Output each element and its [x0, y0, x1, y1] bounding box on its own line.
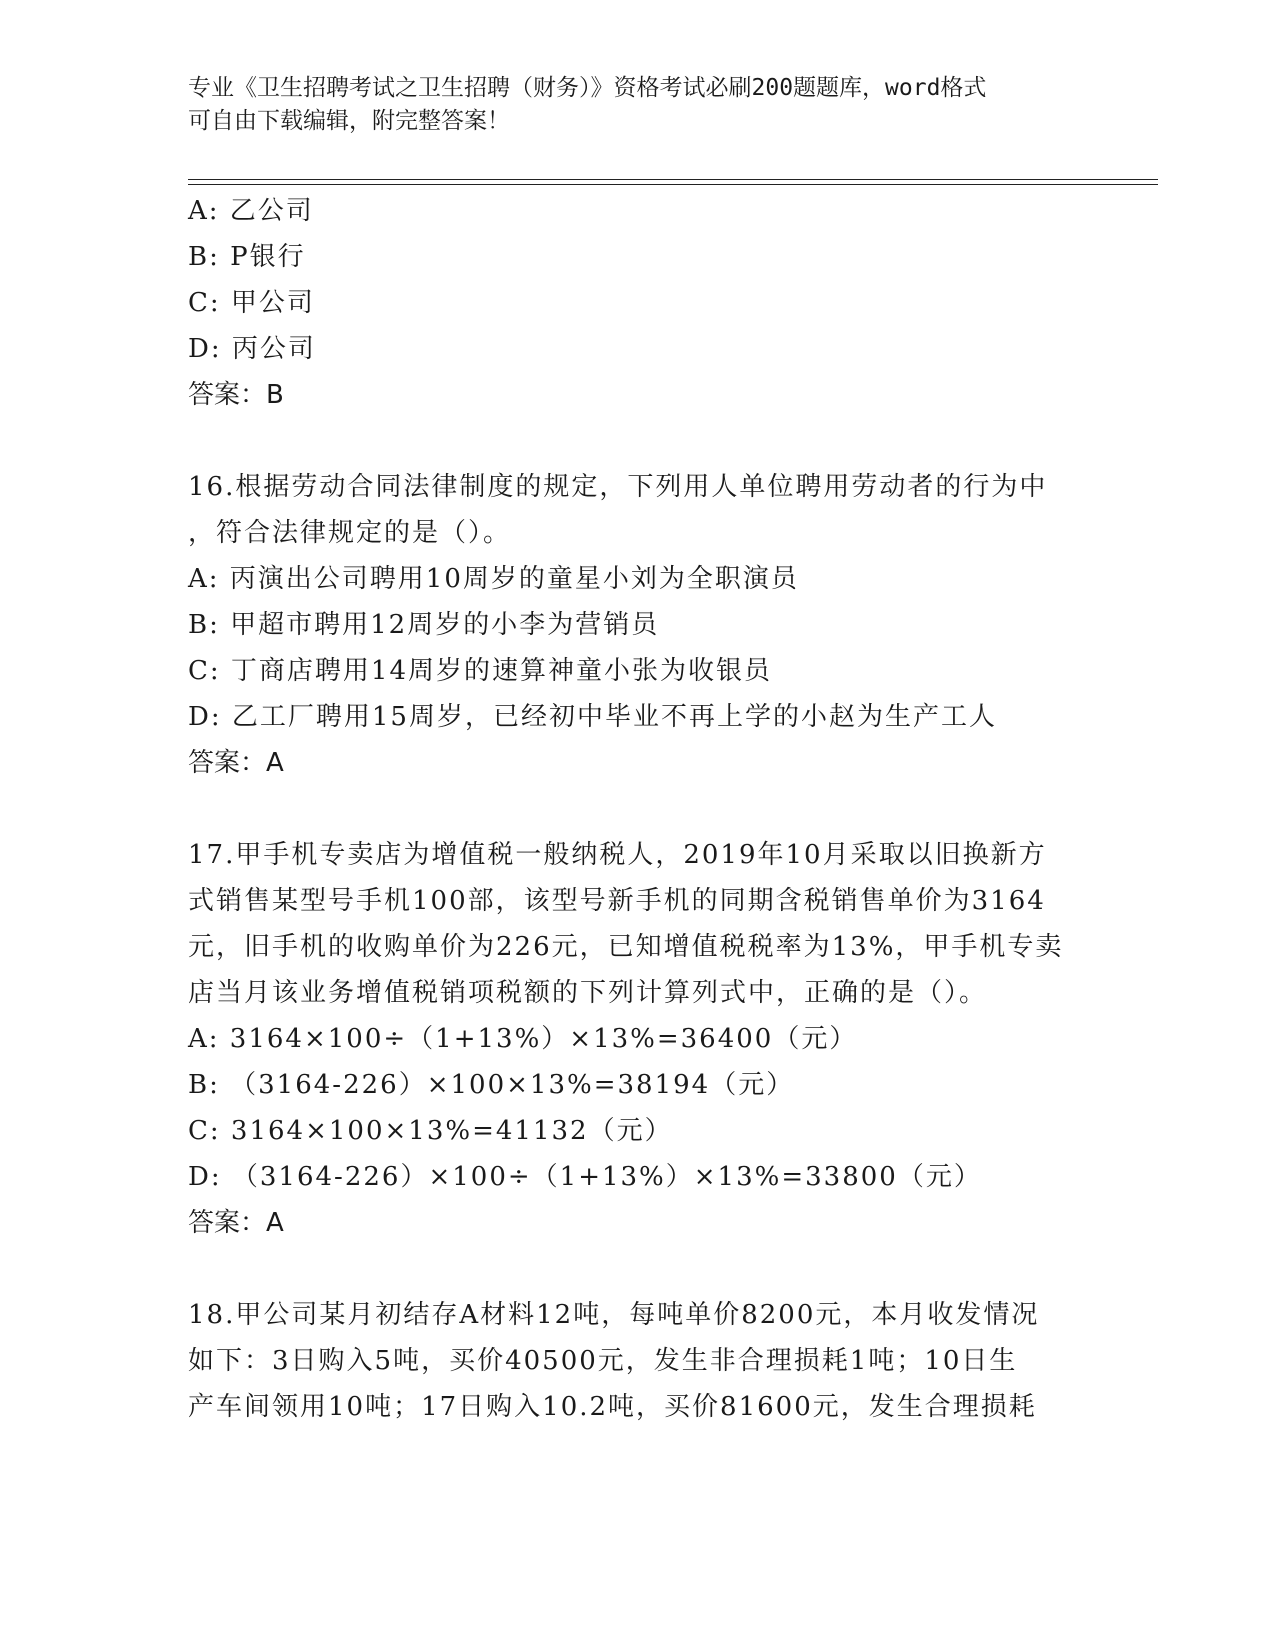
- option-c: C: 丁商店聘用14周岁的速算神童小张为收银员: [188, 656, 773, 686]
- question-stem-line: 元，旧手机的收购单价为226元，已知增值税税率为13%，甲手机专卖: [188, 932, 1064, 962]
- option-d: D: 丙公司: [188, 334, 316, 364]
- option-b: B: （3164-226）×100×13%=38194（元）: [188, 1070, 795, 1100]
- header-line-2: 可自由下载编辑，附完整答案！: [188, 108, 510, 134]
- question-stem-line: 18.甲公司某月初结存A材料12吨，每吨单价8200元，本月收发情况: [188, 1300, 1040, 1330]
- question-17: [188, 832, 1088, 1246]
- answer-line: 答案：A: [188, 748, 284, 778]
- option-d: D: 乙工厂聘用15周岁，已经初中毕业不再上学的小赵为生产工人: [188, 702, 997, 732]
- answer-line: 答案：B: [188, 380, 284, 410]
- question-stem-line: 店当月该业务增值税销项税额的下列计算列式中，正确的是（）。: [188, 978, 988, 1008]
- option-a: A: 丙演出公司聘用10周岁的童星小刘为全职演员: [188, 564, 799, 594]
- option-b: B: P银行: [188, 242, 306, 272]
- question-stem-line: 16.根据劳动合同法律制度的规定，下列用人单位聘用劳动者的行为中: [188, 472, 1048, 502]
- option-d: D: （3164-226）×100÷（1+13%）×13%=33800（元）: [188, 1162, 982, 1192]
- answer-line: 答案：A: [188, 1208, 284, 1238]
- header-divider-top: [188, 179, 1158, 180]
- question-stem-line: ，符合法律规定的是（）。: [188, 518, 512, 548]
- question-stem-line: 17.甲手机专卖店为增值税一般纳税人，2019年10月采取以旧换新方: [188, 840, 1047, 870]
- question-stem-line: 如下：3日购入5吨，买价40500元，发生非合理损耗1吨；10日生: [188, 1346, 1018, 1376]
- option-c: C: 甲公司: [188, 288, 315, 318]
- question-15-continued: [188, 188, 1088, 418]
- option-a: A: 乙公司: [188, 196, 314, 226]
- option-c: C: 3164×100×13%=41132（元）: [188, 1116, 673, 1146]
- option-b: B: 甲超市聘用12周岁的小李为营销员: [188, 610, 660, 640]
- question-stem-line: 式销售某型号手机100部，该型号新手机的同期含税销售单价为3164: [188, 886, 1046, 916]
- document-header: [188, 72, 1088, 138]
- option-a: A: 3164×100÷（1+13%）×13%=36400（元）: [188, 1024, 858, 1054]
- question-content: [188, 188, 1088, 1430]
- question-16: [188, 464, 1088, 786]
- header-line-1: 专业《卫生招聘考试之卫生招聘（财务）》资格考试必刷200题题库，word格式: [188, 75, 987, 101]
- header-divider-bottom: [188, 184, 1158, 185]
- question-stem-line: 产车间领用10吨；17日购入10.2吨，买价81600元，发生合理损耗: [188, 1392, 1037, 1422]
- question-18: [188, 1292, 1088, 1430]
